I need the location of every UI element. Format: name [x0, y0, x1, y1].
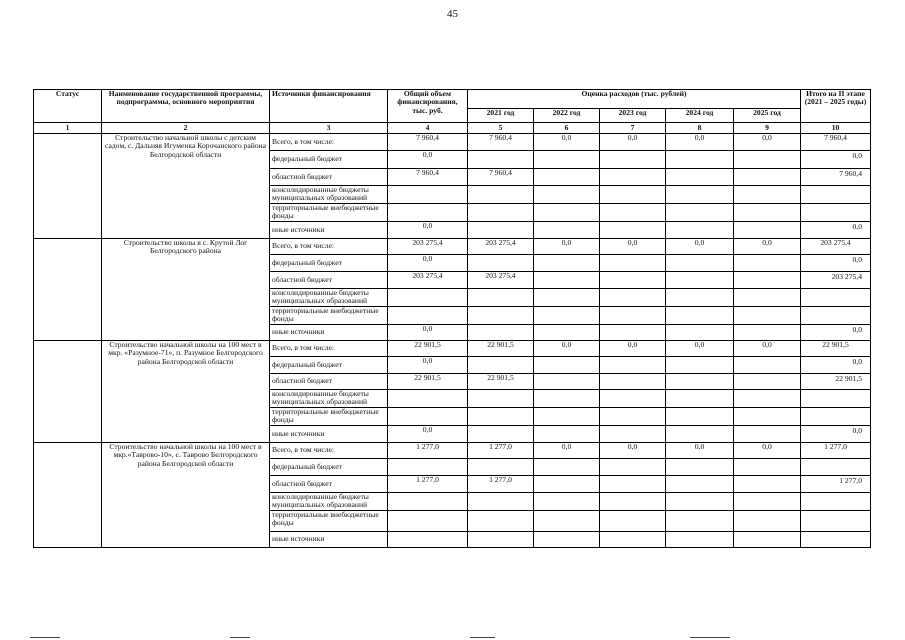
column-number: 3: [270, 123, 388, 134]
value-cell: [600, 373, 666, 389]
source-label: территориальные внебюджетные фонды: [270, 407, 388, 425]
header-estimate: Оценка расходов (тыс. рублей): [468, 90, 801, 109]
value-cell: [468, 458, 534, 475]
source-label: Всего, в том числе:: [270, 340, 388, 356]
value-cell: 0,0: [600, 340, 666, 356]
source-label: консолидированные бюджеты муниципальных образований: [270, 186, 388, 204]
value-cell: [666, 151, 734, 169]
project-row-total: [34, 239, 871, 255]
value-cell: 0,0: [801, 255, 871, 272]
project-row-total: [34, 340, 871, 356]
value-cell: 0,0: [388, 356, 468, 373]
source-label: консолидированные бюджеты муниципальных образований: [270, 289, 388, 307]
value-cell: [666, 186, 734, 204]
status-cell: [34, 239, 102, 341]
status-cell: [34, 442, 102, 547]
value-cell: [388, 389, 468, 407]
value-cell: [734, 324, 801, 340]
value-cell: [734, 169, 801, 186]
value-cell: 203 275,4: [468, 239, 534, 255]
source-label: областной бюджет: [270, 475, 388, 492]
column-number: 1: [34, 123, 102, 134]
value-cell: 0,0: [388, 151, 468, 169]
column-number: 6: [534, 123, 600, 134]
value-cell: [468, 289, 534, 307]
value-cell: [734, 151, 801, 169]
value-cell: [468, 151, 534, 169]
project-name: Строительство начальной школы на 100 мест в мкр.«Таврово-10», с. Таврово Белгородского района Белгородской области: [102, 442, 270, 547]
value-cell: [600, 356, 666, 373]
value-cell: [734, 222, 801, 239]
column-number: 7: [600, 123, 666, 134]
value-cell: 0,0: [801, 425, 871, 442]
value-cell: 0,0: [600, 239, 666, 255]
value-cell: [534, 307, 600, 325]
value-cell: [600, 510, 666, 531]
value-cell: [600, 324, 666, 340]
column-number: 8: [666, 123, 734, 134]
header-total-volume: Общий объем финансирования, тыс. руб.: [388, 90, 468, 123]
value-cell: [534, 510, 600, 531]
header-sources: Источники финансирования: [270, 90, 388, 123]
project-name: Строительство начальной школы с детским садом, с. Дальняя Игуменка Корочанского района Белгородской области: [102, 134, 270, 239]
value-cell: [468, 510, 534, 531]
value-cell: [468, 492, 534, 510]
status-cell: [34, 340, 102, 442]
value-cell: [801, 531, 871, 547]
value-cell: [666, 356, 734, 373]
value-cell: 7 960,4: [388, 134, 468, 151]
source-label: территориальные внебюджетные фонды: [270, 510, 388, 531]
value-cell: 0,0: [534, 442, 600, 458]
value-cell: [666, 475, 734, 492]
source-label: федеральный бюджет: [270, 458, 388, 475]
value-cell: [666, 407, 734, 425]
value-cell: [388, 458, 468, 475]
value-cell: [666, 389, 734, 407]
project-row-total: [34, 442, 871, 458]
status-cell: [34, 134, 102, 239]
value-cell: [801, 458, 871, 475]
project-row-total: [34, 134, 871, 151]
value-cell: 1 277,0: [468, 442, 534, 458]
value-cell: [666, 458, 734, 475]
value-cell: 203 275,4: [388, 272, 468, 289]
value-cell: 0,0: [534, 340, 600, 356]
source-label: Всего, в том числе:: [270, 442, 388, 458]
source-label: территориальные внебюджетные фонды: [270, 307, 388, 325]
value-cell: [801, 389, 871, 407]
value-cell: [666, 222, 734, 239]
value-cell: [600, 492, 666, 510]
source-label: федеральный бюджет: [270, 151, 388, 169]
value-cell: [600, 151, 666, 169]
value-cell: [534, 492, 600, 510]
value-cell: [734, 510, 801, 531]
value-cell: [534, 425, 600, 442]
value-cell: 0,0: [388, 324, 468, 340]
value-cell: 0,0: [666, 239, 734, 255]
value-cell: [734, 356, 801, 373]
value-cell: 1 277,0: [801, 475, 871, 492]
value-cell: 7 960,4: [801, 169, 871, 186]
value-cell: [666, 307, 734, 325]
value-cell: [734, 373, 801, 389]
value-cell: [734, 255, 801, 272]
value-cell: [388, 289, 468, 307]
value-cell: 0,0: [534, 134, 600, 151]
value-cell: [388, 492, 468, 510]
source-label: Всего, в том числе:: [270, 134, 388, 151]
value-cell: 0,0: [801, 356, 871, 373]
value-cell: [468, 389, 534, 407]
value-cell: 0,0: [801, 324, 871, 340]
value-cell: [734, 186, 801, 204]
value-cell: [534, 272, 600, 289]
header-program-name: Наименование государственной программы, подпрограммы, основного мероприятия: [102, 90, 270, 123]
value-cell: [801, 289, 871, 307]
value-cell: [534, 324, 600, 340]
value-cell: [468, 425, 534, 442]
value-cell: [468, 531, 534, 547]
column-number: 9: [734, 123, 801, 134]
value-cell: [388, 407, 468, 425]
value-cell: [734, 492, 801, 510]
value-cell: 0,0: [388, 425, 468, 442]
value-cell: [666, 510, 734, 531]
value-cell: [734, 407, 801, 425]
value-cell: [734, 307, 801, 325]
value-cell: [468, 307, 534, 325]
value-cell: [734, 272, 801, 289]
value-cell: [666, 492, 734, 510]
source-label: иные источники: [270, 425, 388, 442]
value-cell: 22 901,5: [468, 340, 534, 356]
source-label: консолидированные бюджеты муниципальных образований: [270, 389, 388, 407]
value-cell: [666, 373, 734, 389]
value-cell: [534, 389, 600, 407]
value-cell: 22 901,5: [801, 340, 871, 356]
value-cell: 0,0: [801, 222, 871, 239]
value-cell: 7 960,4: [801, 134, 871, 151]
value-cell: 0,0: [666, 134, 734, 151]
value-cell: [534, 204, 600, 222]
value-cell: [734, 531, 801, 547]
source-label: иные источники: [270, 531, 388, 547]
value-cell: [666, 531, 734, 547]
value-cell: [600, 272, 666, 289]
value-cell: [600, 475, 666, 492]
value-cell: 0,0: [600, 134, 666, 151]
value-cell: [600, 389, 666, 407]
header-year: 2023 год: [600, 109, 666, 123]
value-cell: [534, 255, 600, 272]
value-cell: [600, 255, 666, 272]
value-cell: [600, 222, 666, 239]
column-number: 10: [801, 123, 871, 134]
financing-table: [33, 89, 871, 548]
header-year: 2022 год: [534, 109, 600, 123]
value-cell: 203 275,4: [801, 272, 871, 289]
value-cell: 1 277,0: [801, 442, 871, 458]
column-number: 4: [388, 123, 468, 134]
value-cell: [600, 169, 666, 186]
value-cell: [801, 492, 871, 510]
value-cell: 203 275,4: [468, 272, 534, 289]
column-number: 2: [102, 123, 270, 134]
source-label: федеральный бюджет: [270, 356, 388, 373]
value-cell: [734, 289, 801, 307]
value-cell: 22 901,5: [388, 373, 468, 389]
header-stage-total: Итого на II этапе (2021 – 2025 годы): [801, 90, 871, 123]
value-cell: [600, 407, 666, 425]
value-cell: [600, 425, 666, 442]
project-name: Строительство школы в с. Крутой Лог Белгородского района: [102, 239, 270, 341]
value-cell: 0,0: [801, 151, 871, 169]
value-cell: [388, 186, 468, 204]
value-cell: [534, 407, 600, 425]
source-label: иные источники: [270, 222, 388, 239]
value-cell: [666, 169, 734, 186]
source-label: консолидированные бюджеты муниципальных образований: [270, 492, 388, 510]
column-number-row: [34, 123, 871, 134]
value-cell: 0,0: [666, 340, 734, 356]
value-cell: 0,0: [600, 442, 666, 458]
value-cell: [600, 458, 666, 475]
value-cell: 203 275,4: [388, 239, 468, 255]
value-cell: 7 960,4: [468, 169, 534, 186]
value-cell: [734, 389, 801, 407]
value-cell: 0,0: [388, 255, 468, 272]
header-year: 2025 год: [734, 109, 801, 123]
value-cell: [600, 289, 666, 307]
project-name: Строительство начальной школы на 100 мест в мкр. «Разумное-71», п. Разумное Белгородского района Белгородской области: [102, 340, 270, 442]
header-year: 2024 год: [666, 109, 734, 123]
value-cell: 7 960,4: [468, 134, 534, 151]
value-cell: 0,0: [534, 239, 600, 255]
value-cell: [468, 407, 534, 425]
value-cell: [666, 204, 734, 222]
source-label: федеральный бюджет: [270, 255, 388, 272]
value-cell: [734, 475, 801, 492]
source-label: областной бюджет: [270, 272, 388, 289]
value-cell: [468, 324, 534, 340]
source-label: Всего, в том числе:: [270, 239, 388, 255]
value-cell: 0,0: [734, 134, 801, 151]
value-cell: [534, 531, 600, 547]
value-cell: [666, 425, 734, 442]
value-cell: [534, 475, 600, 492]
value-cell: [388, 531, 468, 547]
value-cell: 0,0: [734, 239, 801, 255]
value-cell: 1 277,0: [388, 442, 468, 458]
scan-edge-marks: [0, 636, 905, 638]
value-cell: [666, 324, 734, 340]
value-cell: [468, 204, 534, 222]
value-cell: [534, 373, 600, 389]
value-cell: [388, 204, 468, 222]
value-cell: 203 275,4: [801, 239, 871, 255]
value-cell: [534, 186, 600, 204]
header-year: 2021 год: [468, 109, 534, 123]
value-cell: [534, 289, 600, 307]
value-cell: 0,0: [666, 442, 734, 458]
value-cell: [801, 186, 871, 204]
value-cell: [468, 222, 534, 239]
value-cell: 1 277,0: [468, 475, 534, 492]
value-cell: [801, 510, 871, 531]
value-cell: [534, 222, 600, 239]
value-cell: [388, 510, 468, 531]
value-cell: [801, 407, 871, 425]
value-cell: [534, 151, 600, 169]
value-cell: [468, 186, 534, 204]
value-cell: [600, 531, 666, 547]
header-row: [34, 90, 871, 109]
source-label: областной бюджет: [270, 169, 388, 186]
value-cell: [534, 169, 600, 186]
value-cell: 0,0: [734, 442, 801, 458]
source-label: областной бюджет: [270, 373, 388, 389]
value-cell: 0,0: [734, 340, 801, 356]
value-cell: [600, 307, 666, 325]
value-cell: [468, 356, 534, 373]
source-label: территориальные внебюджетные фонды: [270, 204, 388, 222]
value-cell: 0,0: [388, 222, 468, 239]
value-cell: [734, 458, 801, 475]
value-cell: [534, 458, 600, 475]
value-cell: 22 901,5: [468, 373, 534, 389]
value-cell: [734, 204, 801, 222]
value-cell: [666, 255, 734, 272]
value-cell: [468, 255, 534, 272]
value-cell: 22 901,5: [801, 373, 871, 389]
value-cell: [600, 186, 666, 204]
value-cell: [388, 307, 468, 325]
value-cell: 7 960,4: [388, 169, 468, 186]
value-cell: [600, 204, 666, 222]
header-status: Статус: [34, 90, 102, 123]
value-cell: [801, 204, 871, 222]
value-cell: [801, 307, 871, 325]
value-cell: [734, 425, 801, 442]
value-cell: 22 901,5: [388, 340, 468, 356]
column-number: 5: [468, 123, 534, 134]
value-cell: 1 277,0: [388, 475, 468, 492]
value-cell: [666, 272, 734, 289]
value-cell: [534, 356, 600, 373]
page-number: 45: [447, 8, 458, 20]
value-cell: [666, 289, 734, 307]
source-label: иные источники: [270, 324, 388, 340]
